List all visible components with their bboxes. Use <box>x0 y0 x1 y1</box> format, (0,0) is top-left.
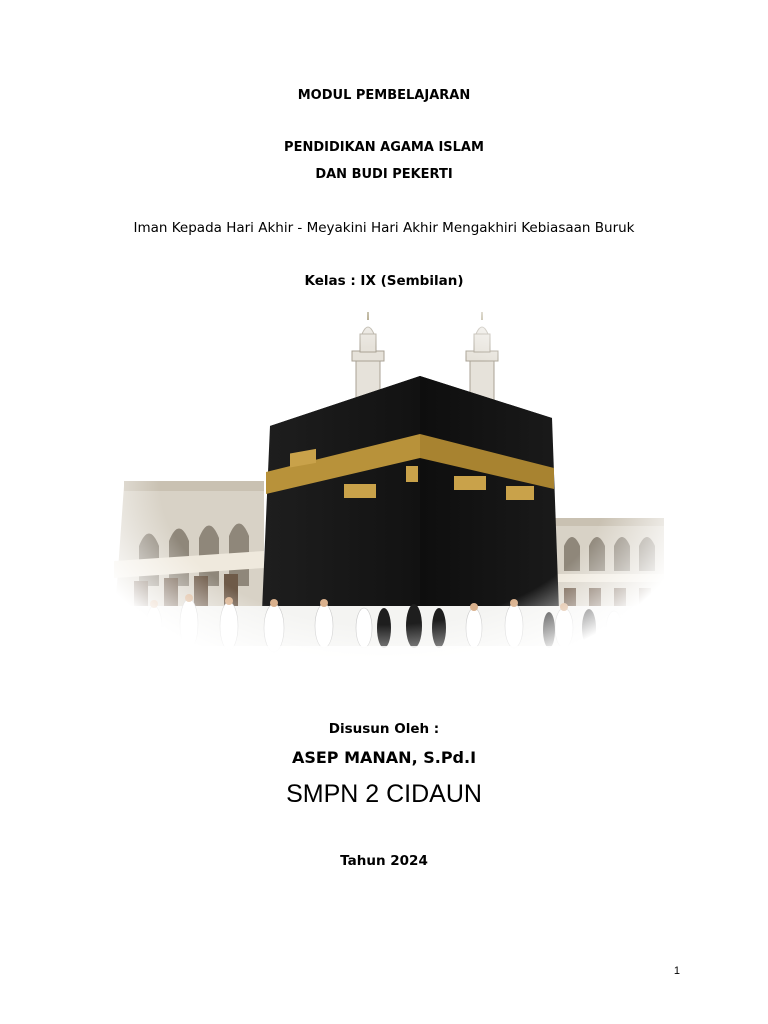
author-label: Disusun Oleh : <box>328 721 440 737</box>
year-label: Tahun 2024 <box>340 853 428 869</box>
class-label: Kelas : IX (Sembilan) <box>304 273 464 289</box>
module-title: MODUL PEMBELAJARAN <box>297 88 471 103</box>
subject-title-line-2: DAN BUDI PEKERTI <box>315 167 453 182</box>
author-name: ASEP MANAN, S.Pd.I <box>291 748 477 767</box>
page-number: 1 <box>673 965 680 977</box>
school-name: SMPN 2 CIDAUN <box>286 780 482 808</box>
subject-title-line-1: PENDIDIKAN AGAMA ISLAM <box>284 140 484 155</box>
kaaba-image <box>94 306 674 666</box>
topic-title: Iman Kepada Hari Akhir - Meyakini Hari Akhir Mengakhiri Kebiasaan Buruk <box>133 220 635 236</box>
